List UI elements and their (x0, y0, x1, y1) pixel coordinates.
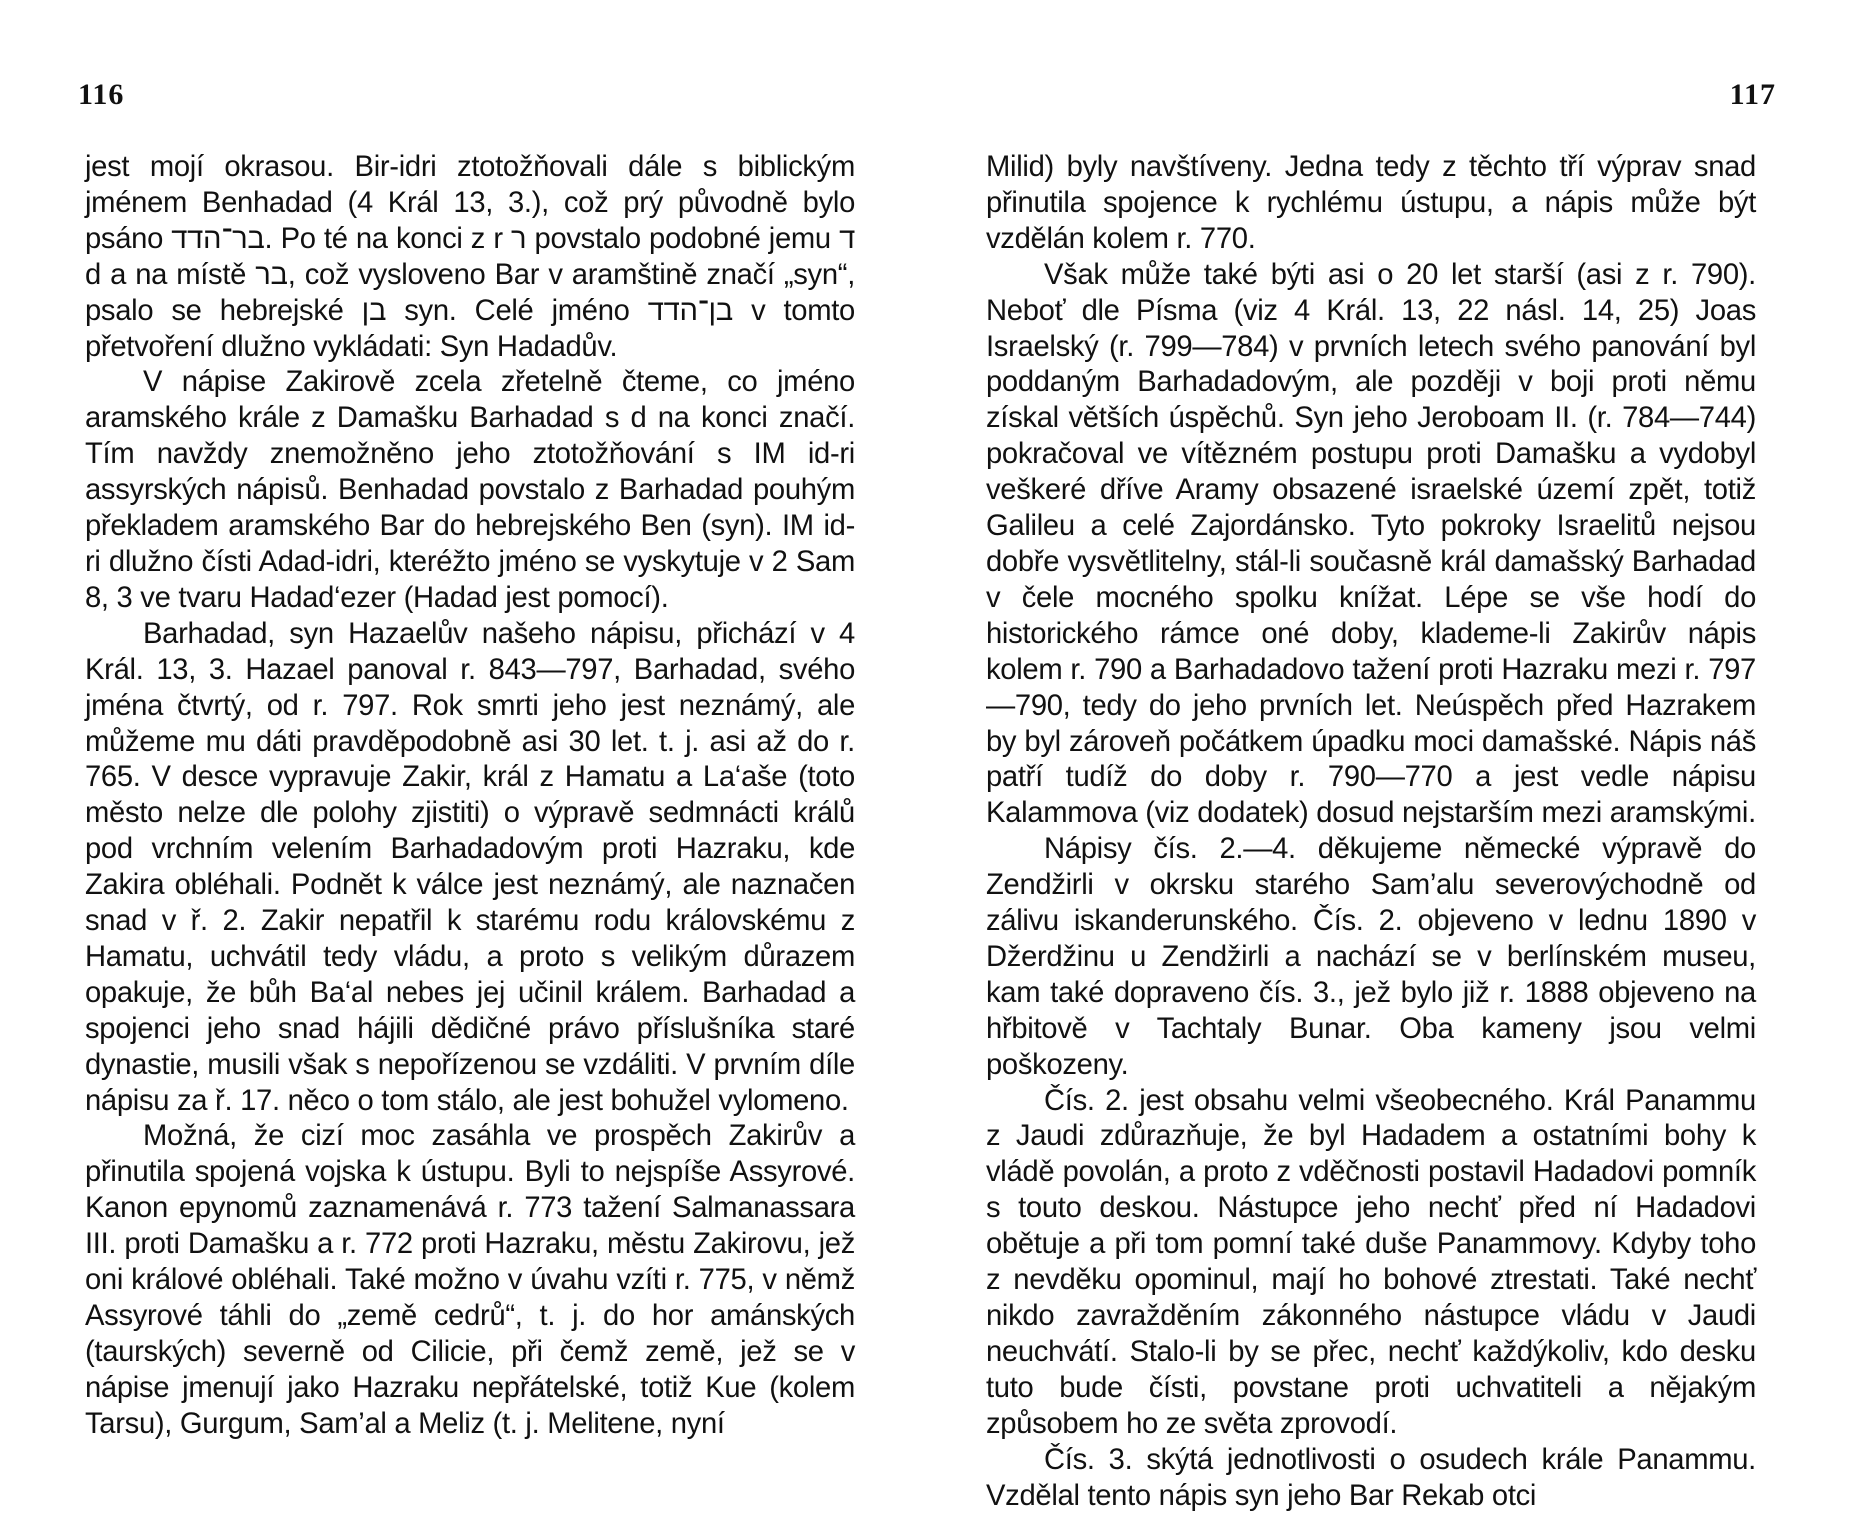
paragraph: Možná, že cizí moc zasáhla ve prospěch Zakirův a přinutila spojená vojska k ústupu. Byli to nejspíše Assyrové. Kanon epynomů zaznamenává r. 773 tažení Salmanassara III. proti Damašku a r. 772 proti Hazraku, městu Zakirovu, jež oni králové obléhali. Také možno v úvahu vzíti r. 775, v němž Assyrové táhli do „země cedrů“, t. j. do hor amánských (taurských) severně od Cilicie, při čemž země, jež se v nápise jmenují jako Hazraku nepřátelské, totiž Kue (kolem Tarsu), Gurgum, Sam’al a Meliz (t. j. Melitene, nyní (85, 1120, 855, 1440)
paragraph: Nápisy čís. 2.—4. děkujeme německé výpravě do Zendžirli v okrsku starého Sam’alu severovýchodně od zálivu iskanderunského. Čís. 2. objeveno v lednu 1890 v Džerdžinu u Zendžirli a nachází se v berlínském museu, kam také dopraveno čís. 3., jež bylo již r. 1888 objeveno na hřbitově v Tachtaly Bunar. Oba kameny jsou velmi poškozeny. (986, 833, 1756, 1081)
paragraph: V nápise Zakirově zcela zřetelně čteme, co jméno aramského krále z Damašku Barhadad s d na konci značí. Tím navždy znemožněno jeho ztotožňování s IM id-ri assyrských nápisů. Benhadad povstalo z Barhadad pouhým překladem aramského Bar do hebrejského Ben (syn). IM id-ri dlužno čísti Adad-idri, kteréžto jméno se vyskytuje v 2 Sam 8, 3 ve tvaru Hadad‘ezer (Hadad jest pomocí). (85, 366, 855, 614)
paragraph: Čís. 2. jest obsahu velmi všeobecného. Král Panammu z Jaudi zdůrazňuje, že byl Hadadem a ostatními bohy k vládě povolán, a proto z vděčnosti postavil Hadadovi pomník s touto deskou. Nástupce jeho nechť před ní Hadadovi obětuje a při tom pomní také duše Panammovy. Kdyby toho z nevděku opominul, mají ho bohové ztrestati. Také nechť nikdo zavražděním zákonného nástupce vládu v Jaudi neuchvátí. Stalo-li by se přec, nechť každýkoliv, kdo desku tuto bude čísti, povstane proti uchvatiteli a nějakým způsobem ho ze světa zprovodí. (986, 1084, 1756, 1440)
paragraph: Čís. 3. skýtá jednotlivosti o osudech krále Panammu. Vzdělal tento nápis syn jeho Bar Rekab otci (986, 1443, 1756, 1512)
left-page (0, 0, 928, 1500)
paragraph: Milid) byly navštíveny. Jedna tedy z těchto tří výprav snad přinutila spojence k rychlému ústupu, a nápis může být vzdělán kolem r. 770. (986, 151, 1756, 255)
paragraph: Barhadad, syn Hazaelův našeho nápisu, přichází v 4 Král. 13, 3. Hazael panoval r. 843—797, Barhadad, svého jména čtvrtý, od r. 797. Rok smrti jeho jest neznámý, ale můžeme mu dáti pravděpodobně asi 30 let. t. j. asi až do r. 765. V desce vypravuje Zakir, král z Hamatu a La‘aše (toto město nelze dle polohy zjistiti) o výpravě sedmnácti králů pod vrchním velením Barhadadovým proti Hazraku, kde Zakira obléhali. Podnět k válce jest neznámý, ale naznačen snad v ř. 2. Zakir nepatřil k starému rodu královskému z Hamatu, uchvátil tedy vládu, a proto s velikým důrazem opakuje, že bůh Ba‘al nebes jej učinil králem. Barhadad a spojenci jeho snad hájili dědičné právo příslušníka staré dynastie, musili však s nepořízenou se vzdáliti. V prvním díle nápisu za ř. 17. něco o tom stálo, ale jest bohužel vylomeno. (85, 617, 855, 1117)
left-text-column (85, 150, 855, 1443)
right-text-column (986, 150, 1756, 1514)
page-number-right: 117 (1729, 78, 1776, 111)
page-number-left: 116 (78, 78, 125, 111)
right-page (928, 0, 1856, 1512)
paragraph: jest mojí okrasou. Bir-idri ztotožňovali dále s biblickým jménem Benhadad (4 Král 13, 3.), což prý původně bylo psáno בר־הדד. Po té na konci z r ר povstalo podobné jemu ד d a na místě בר, což vysloveno Bar v aramštině značí „syn“, psalo se hebrejské בן syn. Celé jméno בן־הדד v tomto přetvoření dlužno vykládati: Syn Hadadův. (85, 151, 856, 363)
paragraph: Však může také býti asi o 20 let starší (asi z r. 790). Neboť dle Písma (viz 4 Král. 13, 22 násl. 14, 25) Joas Israelský (r. 799—784) v prvních letech svého panování byl poddaným Barhadadovým, ale později v boji proti němu získal větších úspěchů. Syn jeho Jeroboam II. (r. 784—744) pokračoval ve vítězném postupu proti Damašku a vydobyl veškeré dříve Aramy obsazené israelské území zpět, totiž Galileu a celé Zajordánsko. Tyto pokroky Israelitů nejsou dobře vysvětlitelny, stál-li současně král damašský Barhadad v čele mocného spolku knížat. Lépe se vše hodí do historického rámce oné doby, klademe-li Zakirův nápis kolem r. 790 a Barhadadovo tažení proti Hazraku mezi r. 797—790, tedy do jeho prvních let. Neúspěch před Hazrakem by byl zároveň počátkem úpadku moci damašské. Nápis náš patří tudíž do doby r. 790—770 a jest vedle nápisu Kalammova (viz dodatek) dosud nejstarším mezi aramskými. (986, 258, 1756, 830)
